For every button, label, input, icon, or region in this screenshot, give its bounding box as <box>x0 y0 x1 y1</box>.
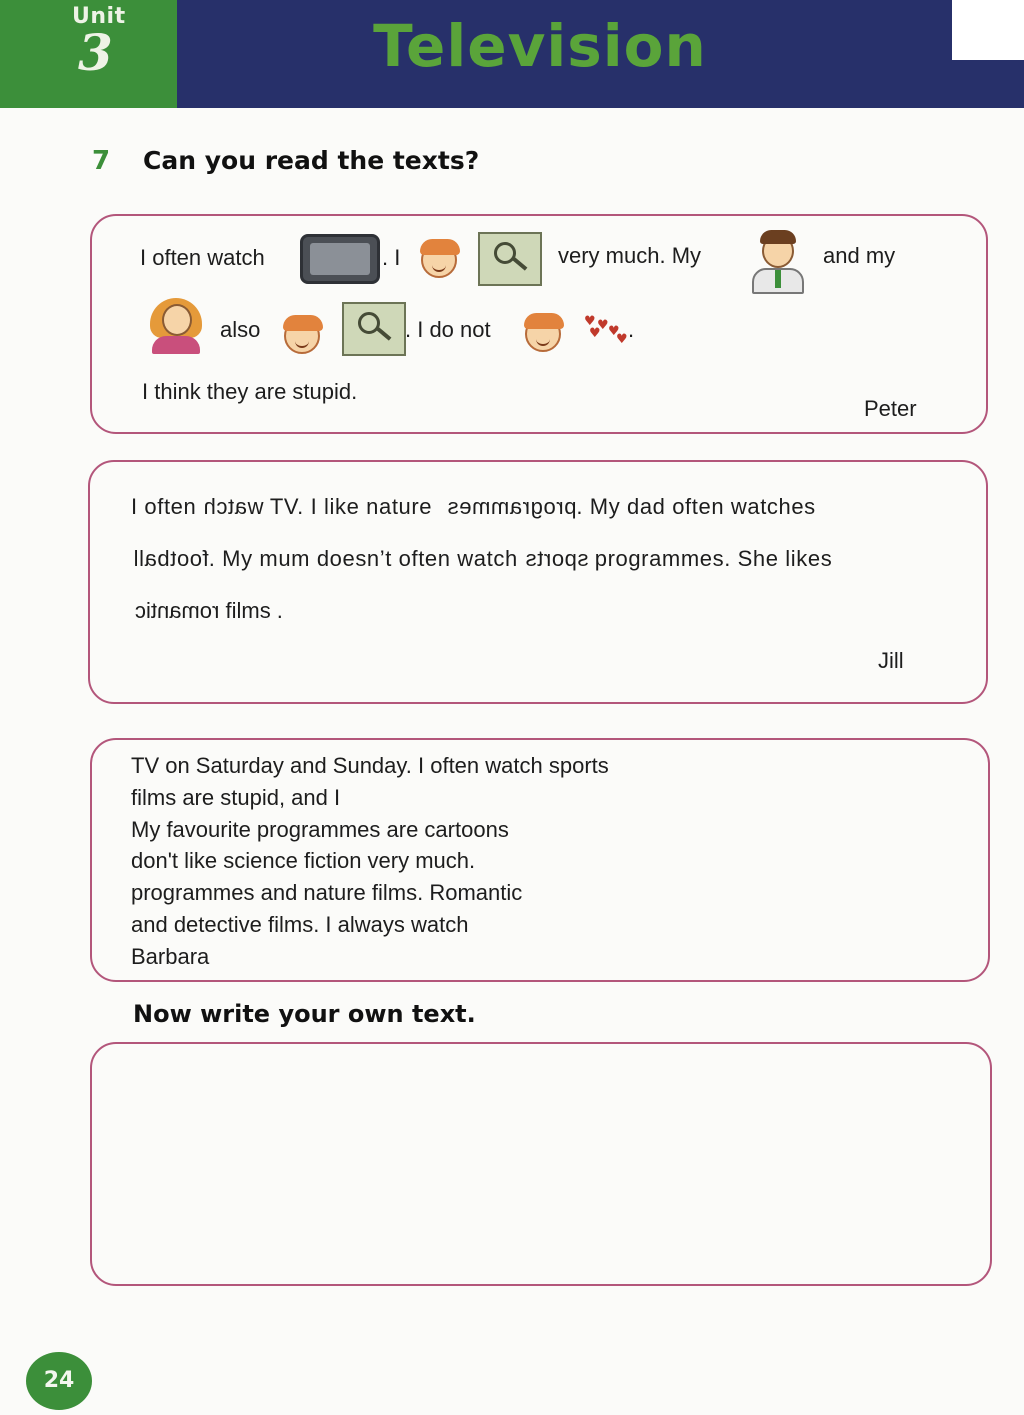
text2-part: programmes. She likes <box>594 546 833 571</box>
mother-icon <box>146 298 206 354</box>
text1-part: I think they are stupid. <box>142 379 358 404</box>
mirrored-word: football <box>133 546 209 571</box>
text2-line-2 <box>133 546 832 572</box>
text2-line-1 <box>131 494 816 520</box>
unit-badge <box>0 0 177 108</box>
jumbled-line: My favourite programmes are cartoons <box>131 817 509 842</box>
father-icon <box>750 228 806 294</box>
text1-part: very much. My <box>558 243 702 268</box>
exercise-number: 7 <box>92 146 111 176</box>
jumbled-line: films are stupid, and I <box>131 785 341 810</box>
page-number: 24 <box>26 1352 92 1410</box>
write-prompt: Now write your own text. <box>133 1000 476 1028</box>
text2-part: TV. I like nature <box>269 494 433 519</box>
text2-part: . My dad often watches <box>576 494 816 519</box>
text1-part: . I <box>382 245 401 270</box>
tv-icon <box>300 234 380 284</box>
text2-line-3 <box>135 598 283 624</box>
text1-part: and my <box>823 243 896 268</box>
unit-number: 3 <box>78 23 113 82</box>
smile-face-icon <box>525 316 561 352</box>
text1-part: also <box>220 317 261 342</box>
text1-part: I often watch <box>140 245 265 270</box>
jumbled-line: TV on Saturday and Sunday. I often watch sports <box>131 753 609 778</box>
mirrored-word: romantic <box>135 598 220 623</box>
jumbled-line: programmes and nature films. Romantic <box>131 880 523 905</box>
text2-part: . My mum doesn’t often watch <box>208 546 518 571</box>
smile-face-icon <box>284 318 320 354</box>
text1-part: . I do not <box>405 317 491 342</box>
unit-label: Unit <box>72 4 126 29</box>
text2-part: films . <box>225 598 283 623</box>
detective-film-icon <box>342 302 406 356</box>
page-title: Television <box>373 12 707 80</box>
author-peter: Peter <box>864 396 917 421</box>
detective-film-icon <box>478 232 542 286</box>
author-jill: Jill <box>878 648 904 673</box>
jumbled-line: don't like science fiction very much. <box>131 848 476 873</box>
hearts-icon: ♥ ♥ ♥ ♥ ♥ <box>584 314 628 347</box>
text1-part: . <box>628 317 635 342</box>
jumbled-line: Barbara <box>131 944 210 969</box>
corner-blank <box>952 0 1024 60</box>
exercise-title: Can you read the texts? <box>143 146 480 175</box>
jumbled-line: and detective films. I always watch <box>131 912 469 937</box>
mirrored-word: sports <box>524 546 589 571</box>
mirrored-word: programmes <box>446 494 577 519</box>
smile-face-icon <box>421 242 457 278</box>
writing-area[interactable] <box>90 1042 992 1286</box>
text2-part: I often <box>131 494 197 519</box>
mirrored-word: watch <box>203 494 264 519</box>
